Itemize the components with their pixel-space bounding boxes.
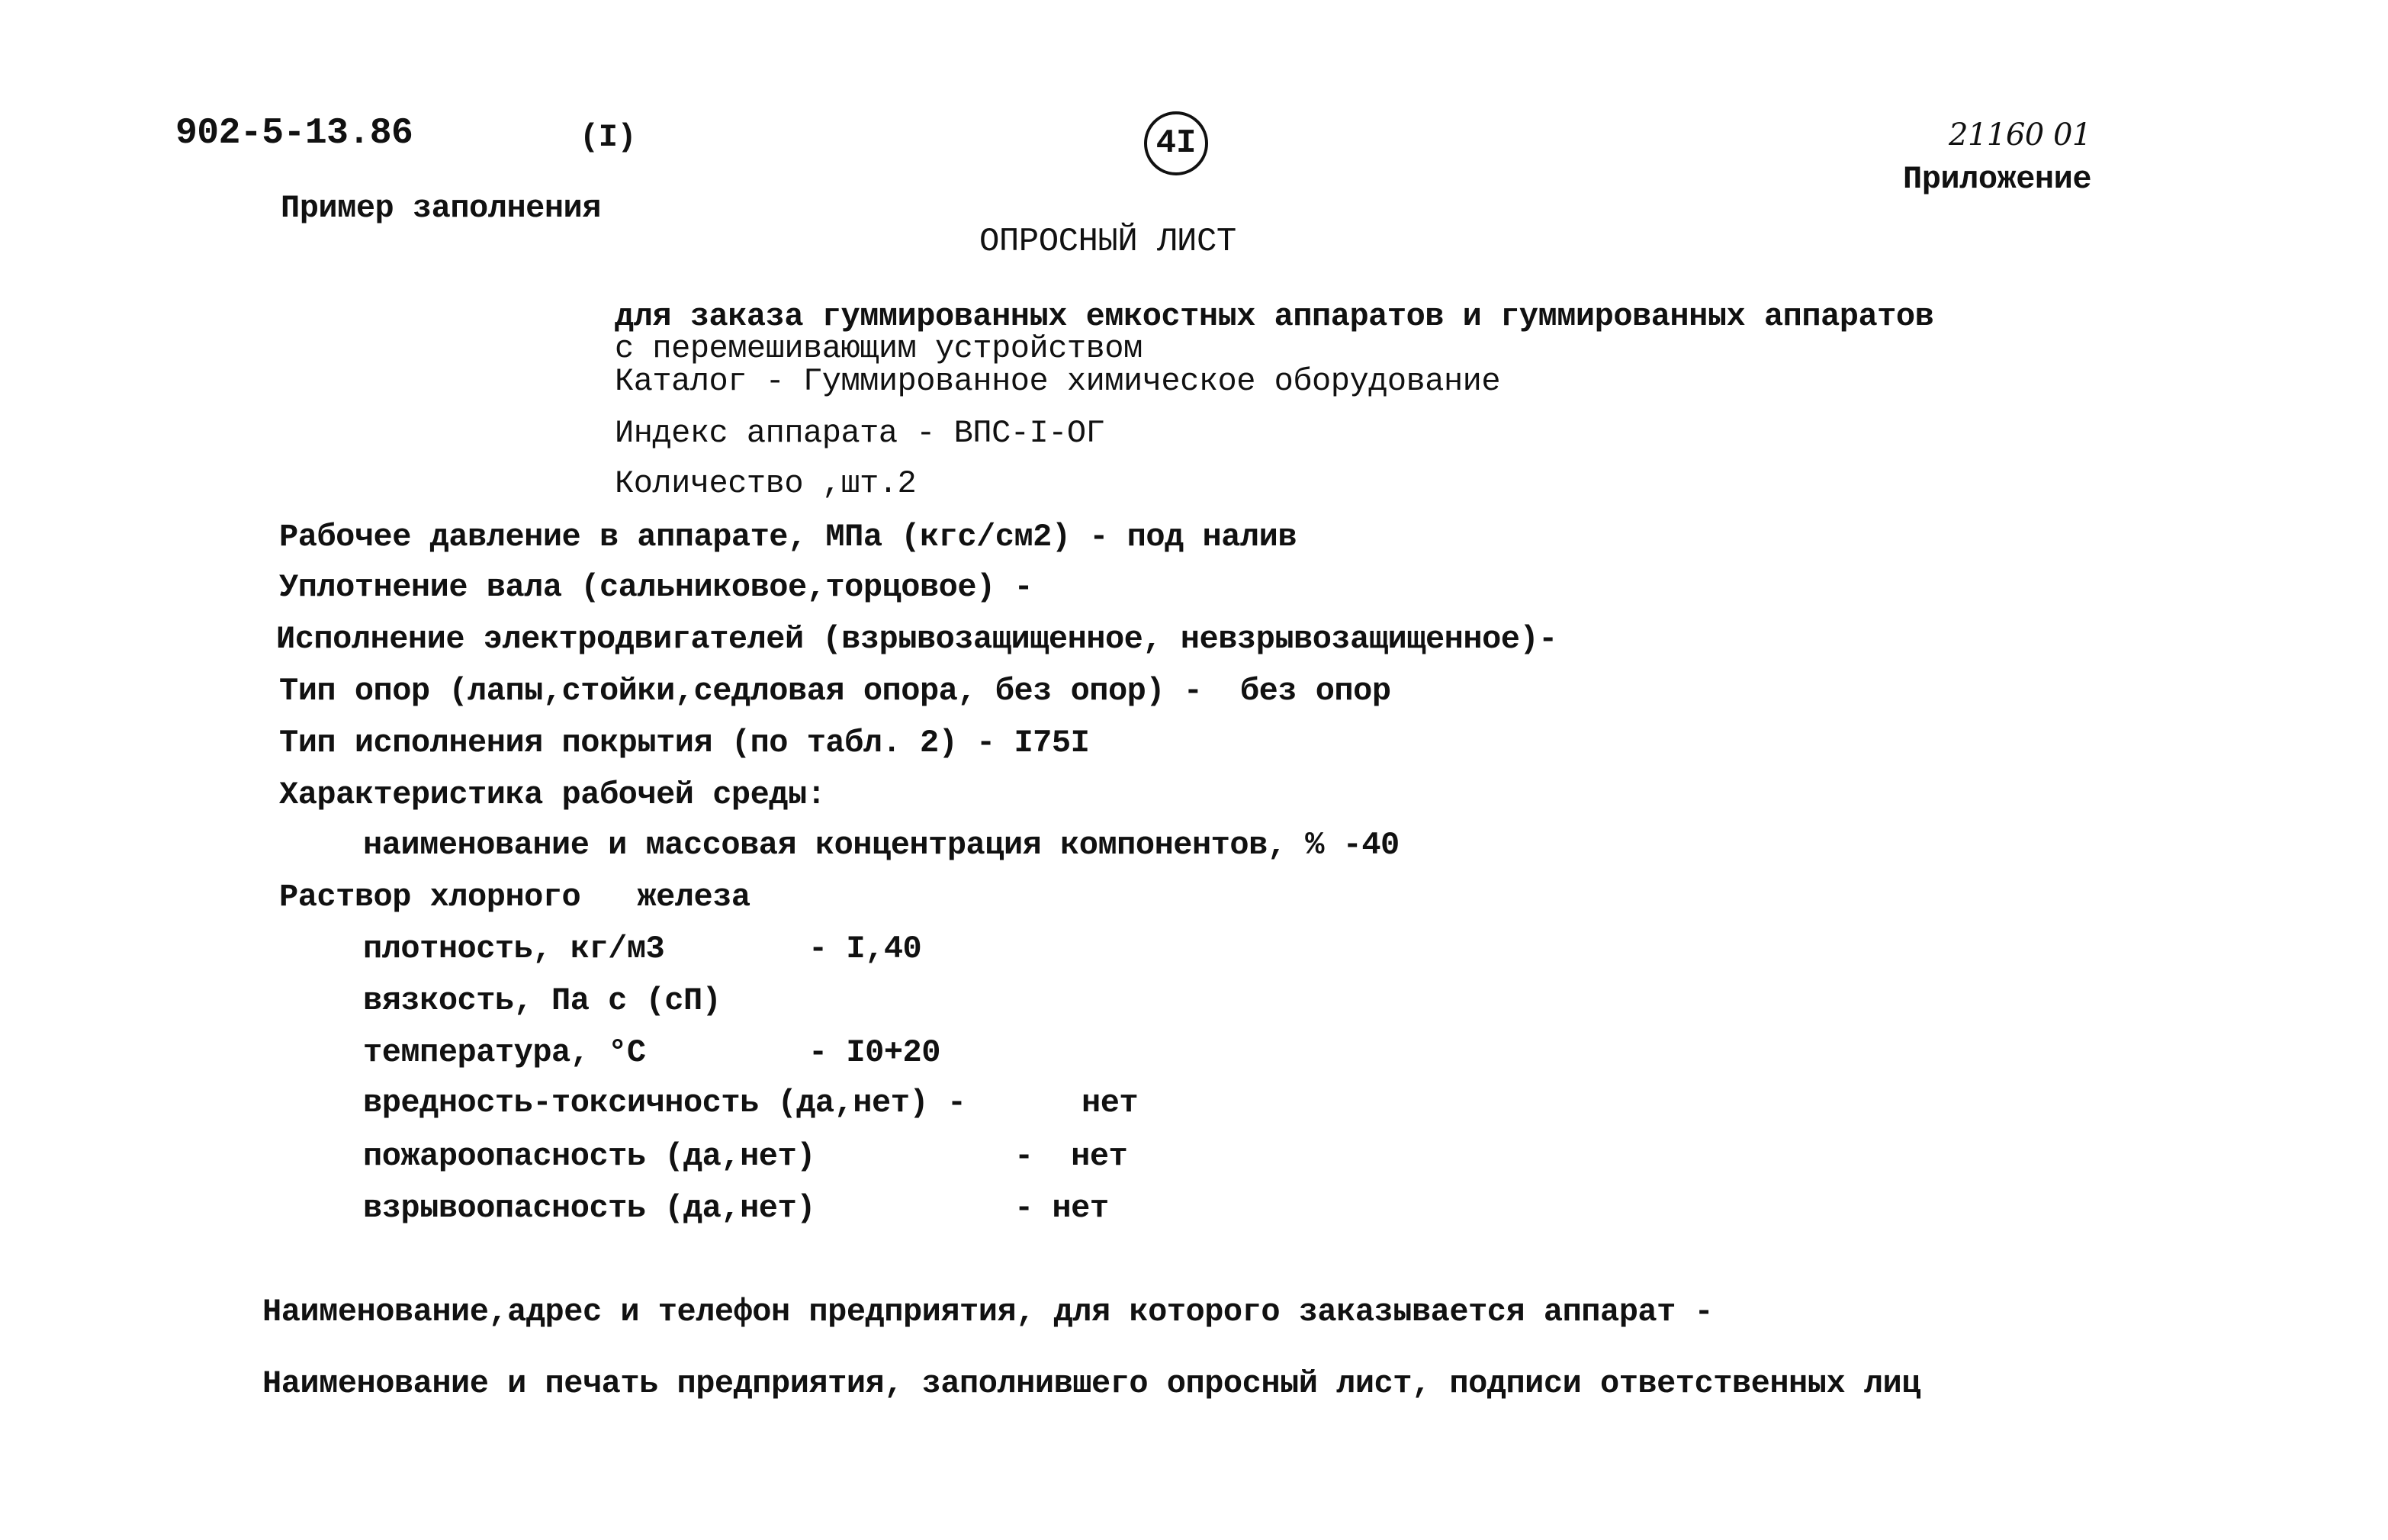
field-pressure: Рабочее давление в аппарате, МПа (кгс/см2) - под налив: [279, 519, 1297, 555]
footer-line-2: Наименование и печать предприятия, заполнившего опросный лист, подписи ответственных лиц: [262, 1365, 1920, 1402]
property-value: - нет: [1014, 1190, 1109, 1227]
volume-number: (I): [580, 119, 637, 156]
example-label: Пример заполнения: [281, 190, 601, 227]
property-label: вязкость, Па с (сП): [363, 982, 722, 1019]
medium-name: Раствор хлорного железа: [279, 879, 750, 915]
purpose-line-1: для заказа гуммированных емкостных аппаратов и гуммированных аппаратов: [615, 298, 1934, 335]
page-number-circle: [1144, 111, 1208, 175]
page-number: 4I: [1155, 124, 1197, 162]
property-value: - I,40: [808, 931, 922, 967]
property-label: взрывоопасность (да,нет): [363, 1190, 815, 1227]
purpose-line-2: с перемешивающим устройством: [615, 330, 1143, 367]
property-value: нет: [1082, 1085, 1139, 1121]
property-label: температура, °С: [363, 1034, 646, 1071]
appendix-label: Приложение: [1903, 161, 2092, 198]
footer-line-1: Наименование,адрес и телефон предприятия, для которого заказывается аппарат -: [262, 1294, 1714, 1330]
field-shaft-seal: Уплотнение вала (сальниковое,торцовое) -: [279, 569, 1033, 606]
property-label: плотность, кг/м3: [363, 931, 665, 967]
handwritten-number: 21160 01: [1949, 117, 2091, 153]
field-coating: Тип исполнения покрытия (по табл. 2) - I75I: [279, 725, 1090, 761]
composition-line: наименование и массовая концентрация компонентов, % -40: [363, 827, 1400, 863]
field-motor: Исполнение электродвигателей (взрывозащищенное, невзрывозащищенное)-: [276, 621, 1557, 657]
field-medium: Характеристика рабочей среды:: [279, 776, 826, 813]
property-value: - нет: [1014, 1138, 1128, 1175]
property-label: пожароопасность (да,нет): [363, 1138, 815, 1175]
field-supports: Тип опор (лапы,стойки,седловая опора, без опор) - без опор: [279, 673, 1391, 709]
property-label: вредность-токсичность (да,нет) -: [363, 1085, 966, 1121]
index-line: Индекс аппарата - ВПС-I-ОГ: [615, 415, 1105, 452]
property-value: - I0+20: [808, 1034, 940, 1071]
page-title: ОПРОСНЫЙ ЛИСТ: [979, 223, 1236, 261]
catalog-line: Каталог - Гуммированное химическое оборудование: [615, 363, 1501, 400]
document-code: 902-5-13.86: [175, 113, 413, 154]
quantity-line: Количество ,шт.2: [615, 465, 917, 502]
